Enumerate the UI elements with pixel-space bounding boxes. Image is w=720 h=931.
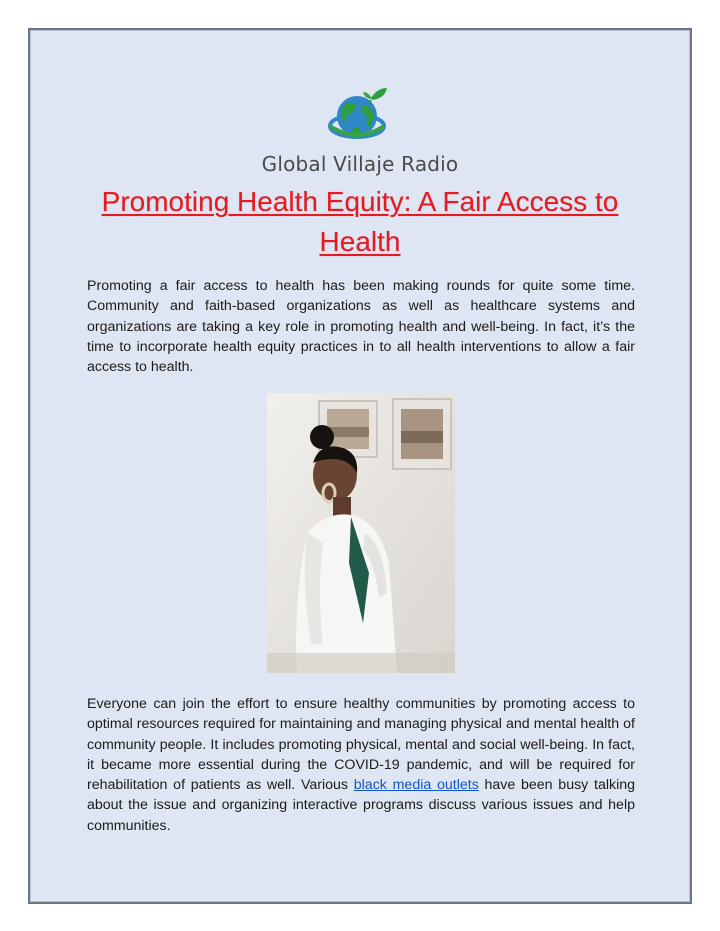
article-title: Promoting Health Equity: A Fair Access to Health: [101, 186, 619, 257]
document-page: [28, 28, 692, 904]
body-text-after-link: have been busy talking about the issue and organizing interactive programs discuss various issues and help communities.: [87, 777, 636, 834]
intro-paragraph: Promoting a fair access to health has been making rounds for quite some time. Community and faith-based organizations as well as healthcare systems and organizations are taking a key role in promoting health and well-being. In fact, it’s the time to incorporate health equity practices in to all health interventions to allow a fair access to health.: [87, 278, 635, 376]
brand-logo: [30, 84, 690, 176]
globe-with-leaf-icon: [325, 84, 395, 148]
black-media-outlets-link[interactable]: black media outlets: [353, 777, 479, 794]
article-photo: [267, 393, 455, 673]
body-text-before-link: Everyone can join the effort to ensure healthy communities by promoting access to optimal resources required for maintaining and managing physical and mental health of community people. It includes promoting physical, mental and social well-being. In fact, it became more essential during the COVID-19 pandemic, and will be required for rehabilitation of patients as well. Various: [87, 696, 635, 794]
brand-name: Global Villaje Radio: [261, 152, 459, 176]
woman-in-white-coat-image: [267, 393, 455, 673]
body-paragraph: [87, 694, 635, 836]
